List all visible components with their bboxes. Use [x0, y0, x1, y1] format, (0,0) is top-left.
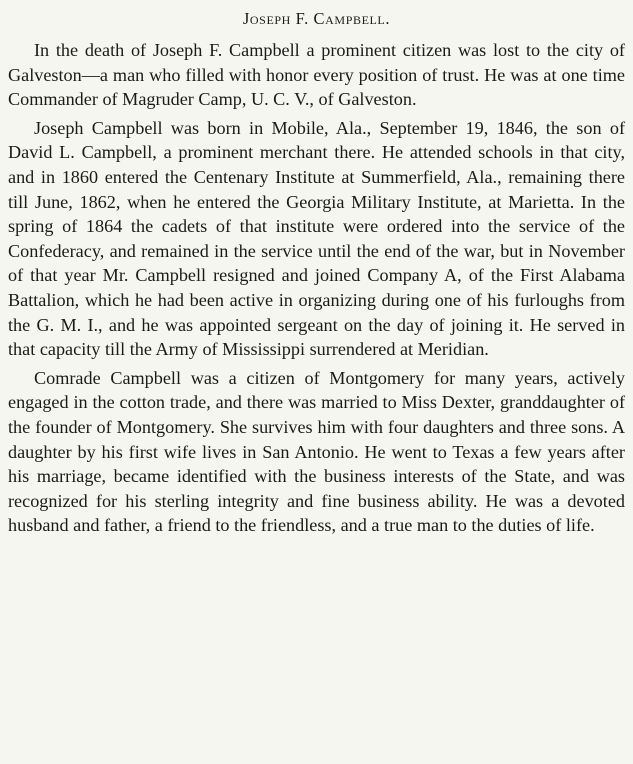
paragraph-1: In the death of Joseph F. Campbell a prominent citizen was lost to the city of Galveston—a man who filled with honor every position of trust. He was at one time Commander of Magruder Camp, U. C. V., of Galveston. [8, 40, 625, 110]
paragraph-2: Joseph Campbell was born in Mobile, Ala., September 19, 1846, the son of David L. Campbell, a prominent merchant there. He attended schools in that city, and in 1860 entered the Centenary Institute at Summerfield, Ala., remaining there till June, 1862, when he entered the Georgia Military Institute, at Marietta. In the spring of 1864 the cadets of that institute were ordered into the service of the Confederacy, and remained in the service until the end of the war, but in November of that year Mr. Campbell resigned and joined Company A, of the First Alabama Battalion, which he had been active in organizing during one of his furloughs from the G. M. I., and he was appointed sergeant on the day of joining it. He served in that capacity till the Army of Mississippi surrendered at Meridian. [8, 117, 625, 360]
paragraph-3: Comrade Campbell was a citizen of Montgomery for many years, actively engaged in the cotton trade, and there was married to Miss Dexter, granddaughter of the founder of Montgomery. She survives him with four daughters and three sons. A daughter by his first wife lives in San Antonio. He went to Texas a few years after his marriage, became identified with the business interests of the State, and was recognized for his sterling integrity and fine business ability. He was a devoted husband and father, a friend to the friendless, and a true man to the duties of life. [8, 367, 625, 536]
article-title: Joseph F. Campbell. [242, 9, 391, 28]
